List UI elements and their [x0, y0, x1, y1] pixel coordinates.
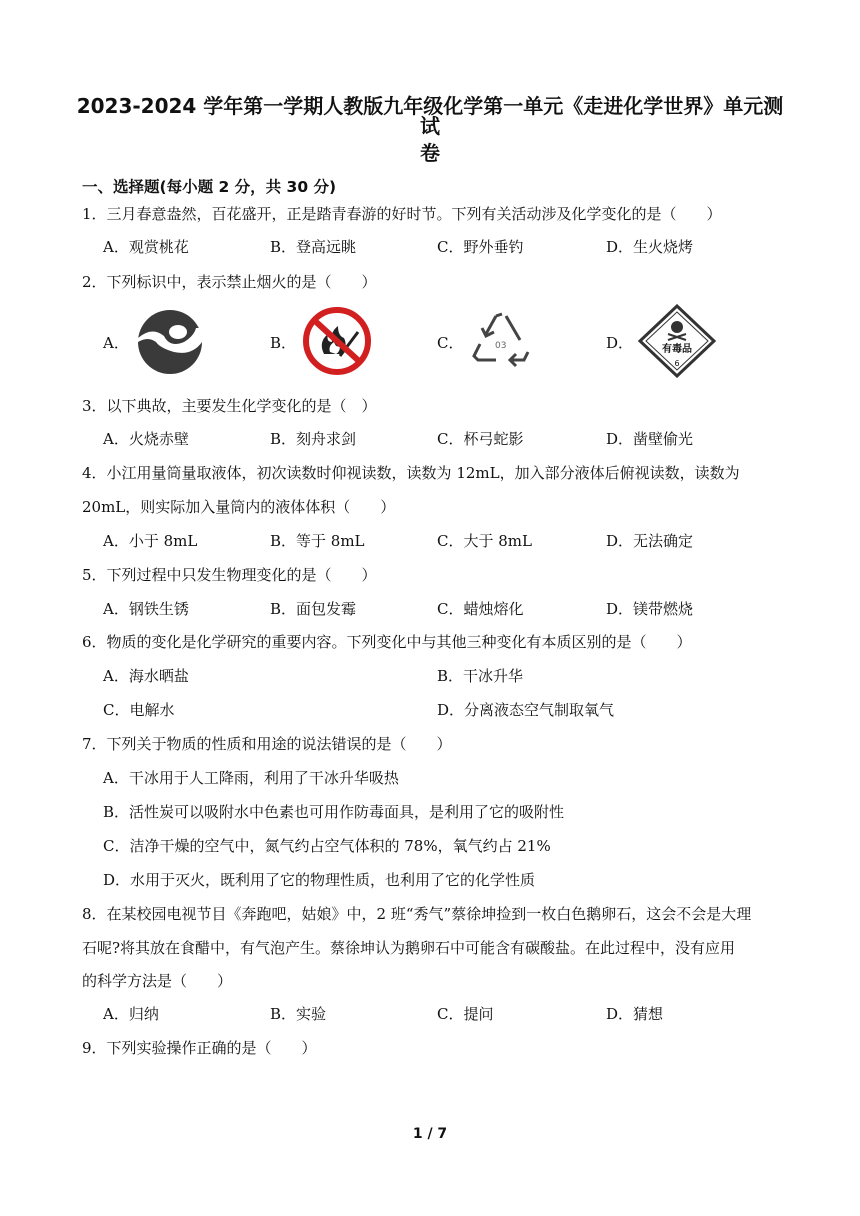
q5-option-d: D．镁带燃烧 — [606, 600, 694, 618]
q6-option-b: B．干冰升华 — [437, 667, 524, 685]
q3-option-c: C．杯弓蛇影 — [437, 430, 524, 448]
q8-stem-line2: 石呢?将其放在食醋中，有气泡产生。蔡徐坤认为鹅卵石中可能含有碳酸盐。在此过程中，没有应用 — [82, 939, 736, 957]
q6-option-a: A．海水晒盐 — [103, 667, 189, 685]
q8-stem-line1: 8．在某校园电视节目《奔跑吧，姑娘》中，2 班“秀气”蔡徐坤捡到一枚白色鹅卵石，这会不会是大理 — [82, 905, 752, 923]
q8-option-c: C．提问 — [437, 1005, 494, 1023]
q1-option-d: D．生火烧烤 — [606, 238, 694, 256]
q4-option-a: A．小于 8mL — [103, 532, 198, 550]
q2-label-c: C． — [437, 334, 464, 352]
q6-option-c: C．电解水 — [103, 701, 175, 719]
q8-option-b: B．实验 — [270, 1005, 327, 1023]
exam-title-line2: 卷 — [420, 141, 440, 165]
q2-label-d: D． — [606, 334, 634, 352]
section-heading-choice: 一、选择题(每小题 2 分，共 30 分) — [82, 178, 337, 196]
q4-option-c: C．大于 8mL — [437, 532, 532, 550]
q9-stem: 9．下列实验操作正确的是（ ） — [82, 1039, 317, 1057]
q4-stem-line1: 4．小江用量筒量取液体，初次读数时仰视读数，读数为 12mL，加入部分液体后俯视读数，读数为 — [82, 464, 740, 482]
q2-label-b: B． — [270, 334, 297, 352]
q5-option-b: B．面包发霉 — [270, 600, 357, 618]
q1-option-b: B．登高远眺 — [270, 238, 357, 256]
toxic-sign-icon — [632, 304, 722, 378]
toxic-class: 6 — [674, 359, 680, 368]
q7-option-d: D．水用于灭火，既利用了它的物理性质，也利用了它的化学性质 — [103, 871, 536, 889]
q7-option-c: C．洁净干燥的空气中，氮气约占空气体积的 78%，氧气约占 21% — [103, 837, 551, 855]
water-drop-sign-icon — [134, 308, 206, 376]
q6-stem: 6．物质的变化是化学研究的重要内容。下列变化中与其他三种变化有本质区别的是（ ） — [82, 633, 692, 651]
q1-option-c: C．野外垂钓 — [437, 238, 524, 256]
q1-option-a: A．观赏桃花 — [103, 238, 189, 256]
q4-option-b: B．等于 8mL — [270, 532, 365, 550]
q8-option-a: A．归纳 — [103, 1005, 159, 1023]
q7-stem: 7．下列关于物质的性质和用途的说法错误的是（ ） — [82, 735, 452, 753]
q4-stem-line2: 20mL，则实际加入量筒内的液体体积（ ） — [82, 498, 396, 516]
exam-title-line1: 2023-2024 学年第一学期人教版九年级化学第一单元《走进化学世界》单元测试 — [76, 94, 784, 138]
q3-stem: 3．以下典故，主要发生化学变化的是（ ） — [82, 397, 377, 415]
q8-stem-line3: 的科学方法是（ ） — [82, 972, 233, 990]
q1-stem: 1．三月春意盎然，百花盛开，正是踏青春游的好时节。下列有关活动涉及化学变化的是（ ） — [82, 205, 722, 223]
q4-option-d: D．无法确定 — [606, 532, 694, 550]
q7-option-b: B．活性炭可以吸附水中色素也可用作防毒面具，是利用了它的吸附性 — [103, 803, 565, 821]
q5-stem: 5．下列过程中只发生物理变化的是（ ） — [82, 566, 377, 584]
q8-option-d: D．猜想 — [606, 1005, 664, 1023]
q7-option-a: A．干冰用于人工降雨，利用了干冰升华吸热 — [103, 769, 399, 787]
q3-option-d: D．凿壁偷光 — [606, 430, 694, 448]
q5-option-a: A．钢铁生锈 — [103, 600, 189, 618]
recycle-sign-icon — [466, 308, 538, 370]
q5-option-c: C．蜡烛熔化 — [437, 600, 524, 618]
q3-option-b: B．刻舟求剑 — [270, 430, 357, 448]
no-fire-sign-icon — [300, 306, 374, 376]
toxic-label: 有毒品 — [662, 344, 692, 355]
q2-label-a: A． — [103, 334, 129, 352]
page-number: 1 / 7 — [412, 1126, 448, 1142]
q6-option-d: D．分离液态空气制取氧气 — [437, 701, 615, 719]
recycle-code: 03 — [495, 341, 507, 351]
q2-stem: 2．下列标识中，表示禁止烟火的是（ ） — [82, 273, 377, 291]
q3-option-a: A．火烧赤壁 — [103, 430, 189, 448]
